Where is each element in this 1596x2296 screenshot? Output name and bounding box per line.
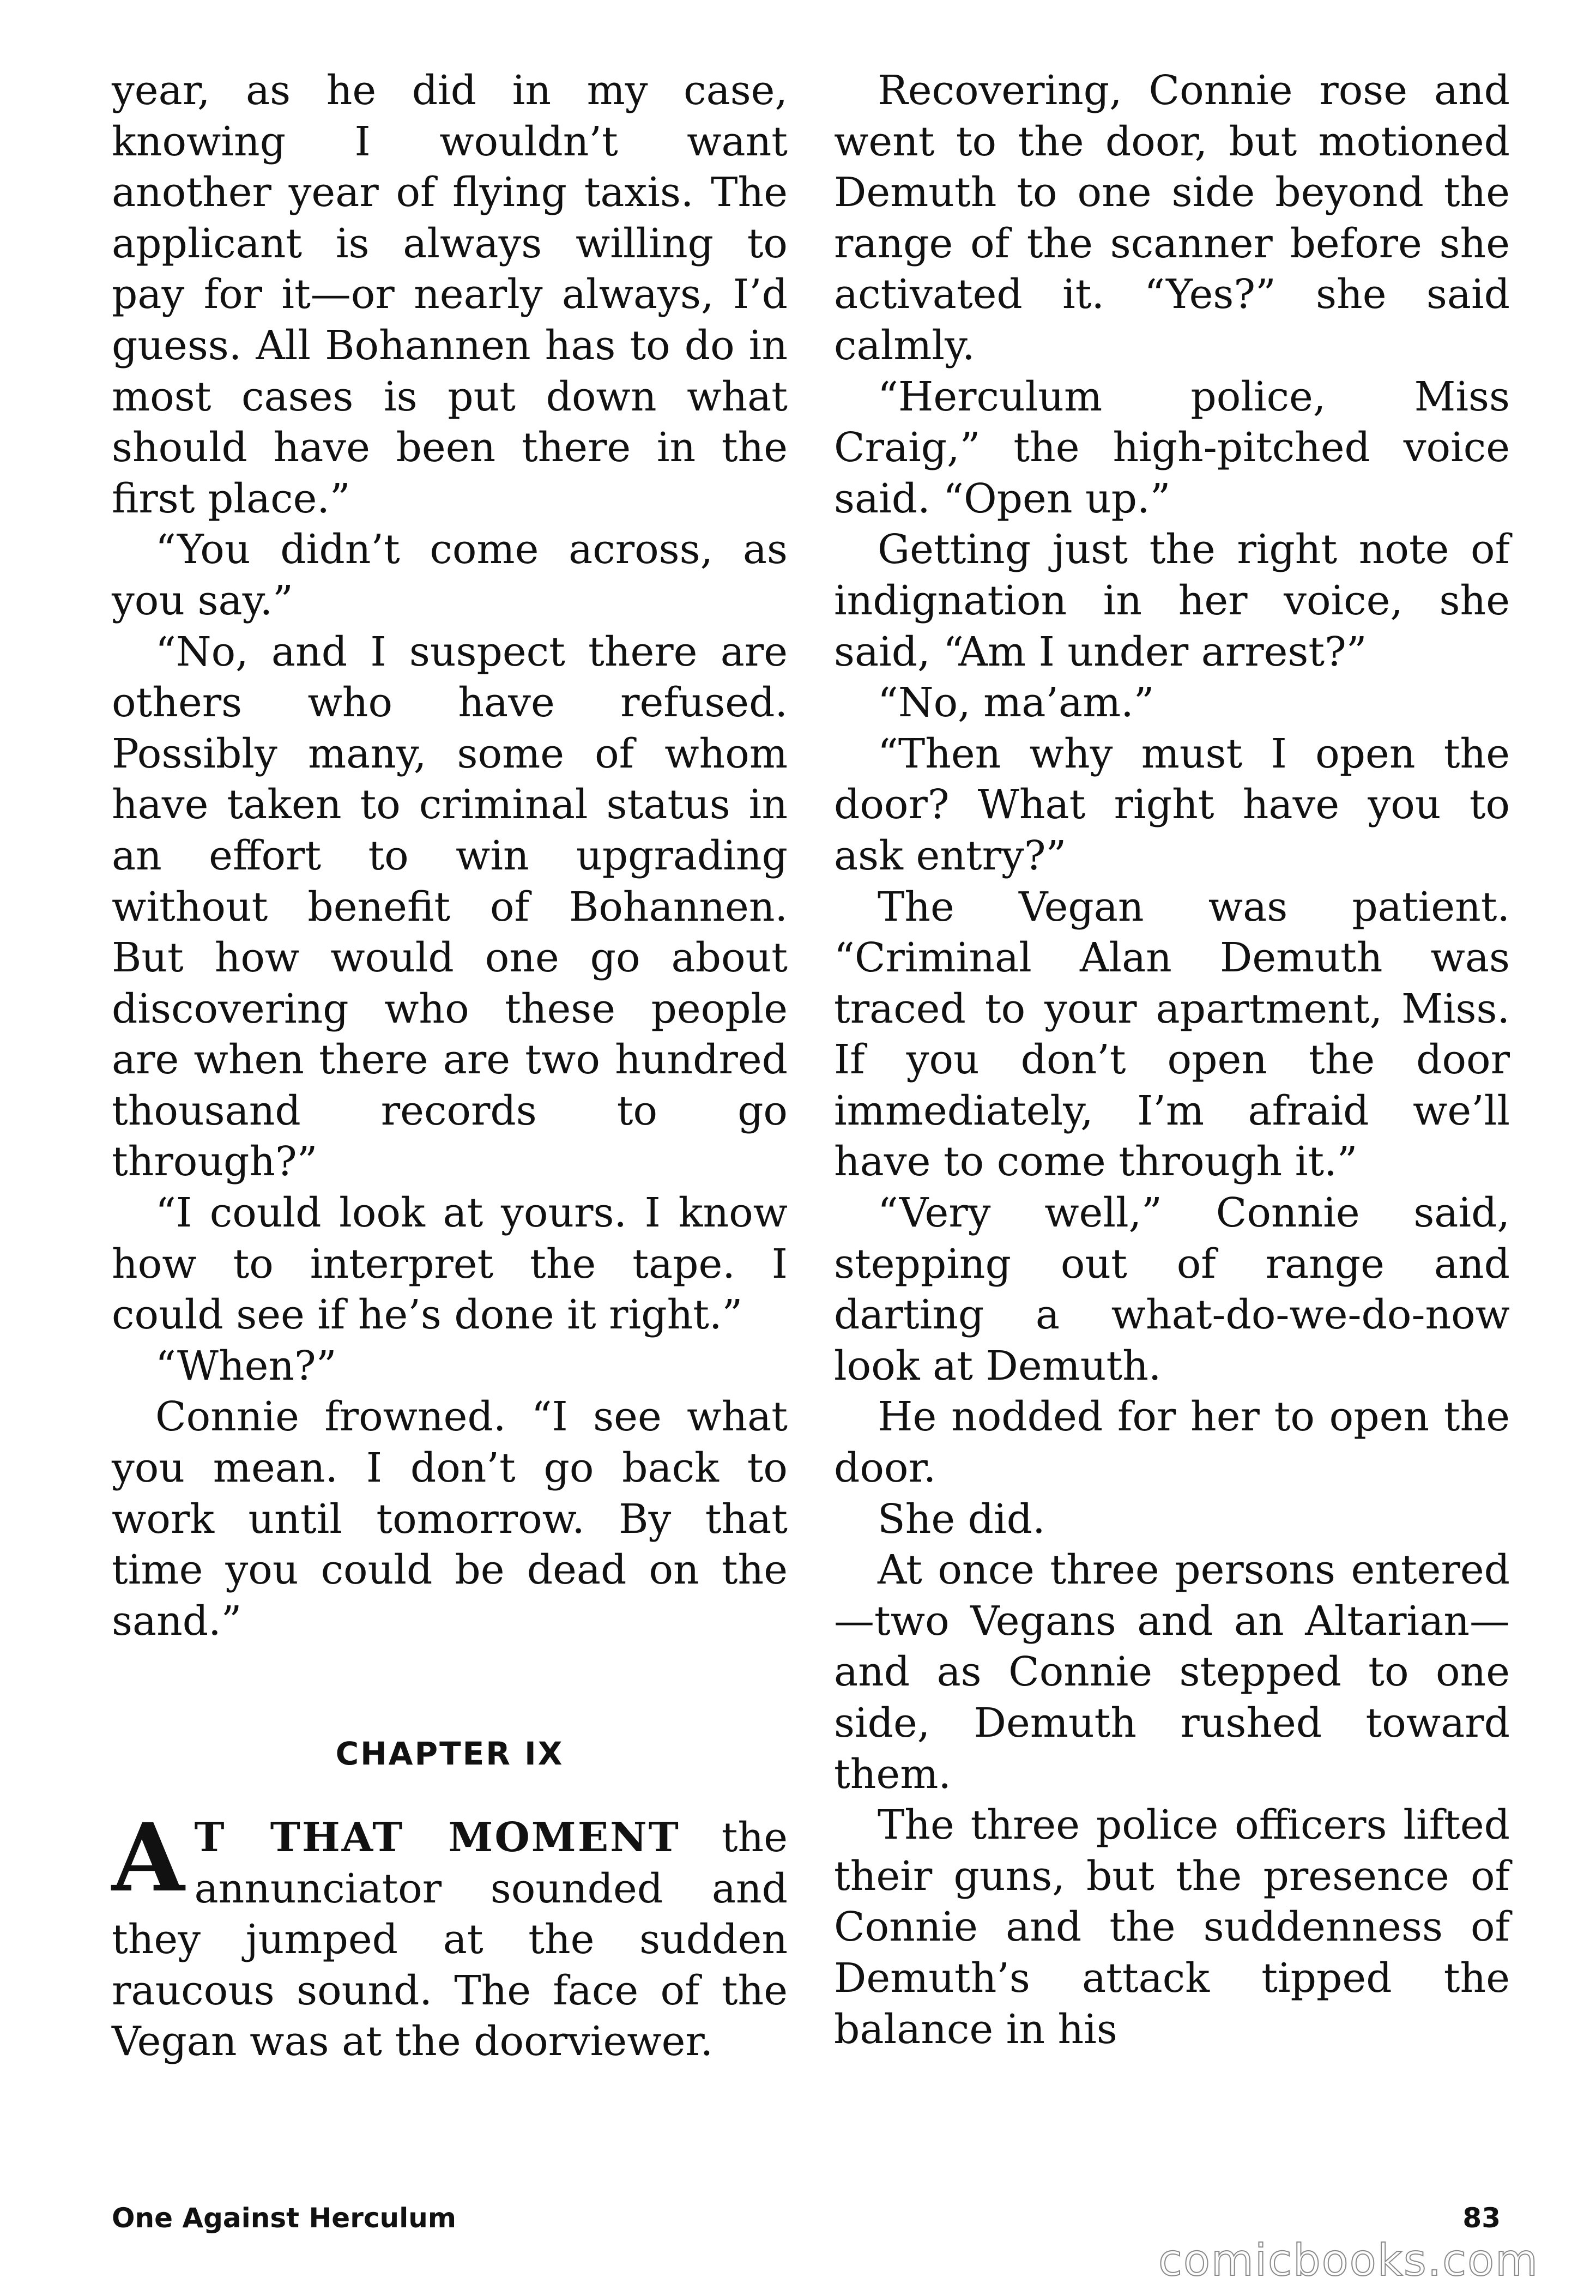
lead-in-text: T THAT MOMENT [194,1814,680,1861]
paragraph: Connie frowned. “I see what you mean. I don’t go back to work until tomorrow. By that time you could be dead on the sand.” [112,1393,788,1645]
paragraph: He nodded for her to open the door. [834,1393,1510,1492]
paragraph: The three police officers lifted their guns, but the presence of Connie and the suddenness of Demuth’s attack tipped the balance in his [834,1802,1510,2053]
watermark: comicbooks.com [1158,2235,1539,2286]
paragraph: Recovering, Connie rose and went to the door, but motioned Demuth to one side beyond the range of the scanner before she activated it. “Yes?” she said calmly. [834,67,1510,369]
paragraph: “Herculum police, Miss Craig,” the high-pitched voice said. “Open up.” [834,373,1510,522]
paragraph-text: the annunciator sounded and they jumped at the sudden raucous sound. The face of the Vegan was at the doorviewer. [112,1814,788,2065]
paragraph: The Vegan was patient. “Criminal Alan Demuth was traced to your apartment, Miss. If you don’t open the door immediately, I’m afraid we’ll have to come through it.” [834,883,1510,1186]
paragraph: “You didn’t come across, as you say.” [112,526,788,624]
left-column [112,65,788,2068]
running-footer-title: One Against Herculum [112,2202,456,2234]
page-number: 83 [1462,2202,1501,2234]
paragraph: “No, ma’am.” [878,679,1154,727]
paragraph: At once three persons entered—two Vegans and an Altarian—and as Connie stepped to one side, Demuth rushed toward them. [834,1546,1510,1798]
paragraph: “Then why must I open the door? What right have you to ask entry?” [834,730,1510,879]
chapter-opening-paragraph [112,1802,788,2068]
paragraph: year, as he did in my case, knowing I wouldn’t want another year of flying taxis. The applicant is always willing to pay for it—or nearly always, I’d guess. All Bohannen has to do in most cases is put down what should have been there in the first place.” [112,67,788,522]
paragraph: “I could look at yours. I know how to interpret the tape. I could see if he’s done it right.” [112,1189,788,1339]
paragraph: “Very well,” Connie said, stepping out of range and darting a what-do-we-do-now look at Demuth. [834,1189,1510,1389]
drop-cap: A [112,1802,185,1913]
paragraph: She did. [878,1495,1045,1543]
right-column [834,65,1510,2055]
paragraph: “No, and I suspect there are others who have refused. Possibly many, some of whom have taken to criminal status in an effort to win upgrading without benefit of Bohannen. But how would one go about discovering who these people are when there are two hundred thousand records to go through?” [112,628,788,1186]
paragraph: “When?” [155,1342,337,1389]
paragraph: Getting just the right note of indignation in her voice, she said, “Am I under arrest?” [834,526,1510,675]
chapter-heading: CHAPTER IX [335,1735,564,1773]
